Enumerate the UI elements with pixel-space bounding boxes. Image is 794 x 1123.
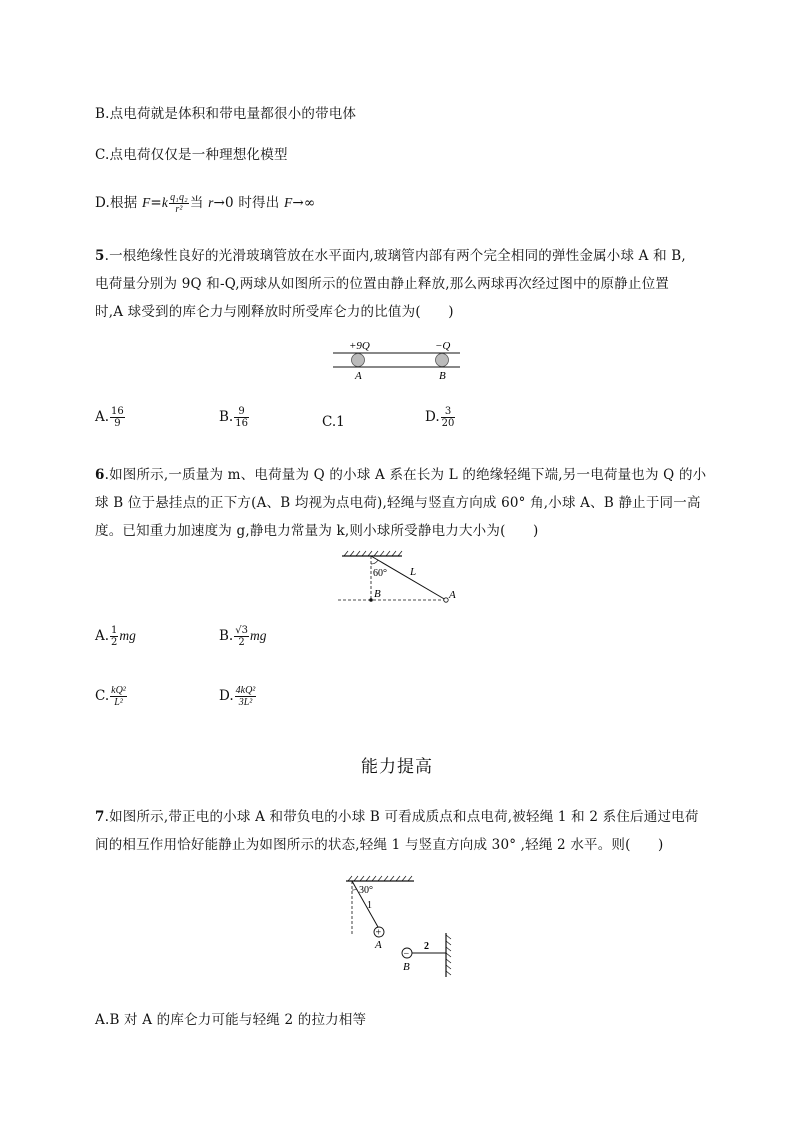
q7-angle-arc	[352, 889, 357, 890]
q5-label-b: B	[439, 370, 446, 382]
q5-figure	[325, 335, 470, 385]
q6-b-num: √3	[235, 625, 248, 636]
q6-line-1	[95, 463, 706, 483]
q5-d-num: 3	[441, 406, 456, 418]
q5-b-fraction	[234, 406, 249, 429]
q5-a-num: 16	[111, 406, 124, 417]
q4-d-end: →∞	[292, 195, 316, 211]
q4-option-d	[95, 191, 315, 215]
q6-option-b	[219, 625, 266, 648]
q6-text-1: .如图所示,一质量为 m、电荷量为 Q 的小球 A 系在长为 L 的绝缘轻绳下端,另一电荷量也为 Q 的小	[104, 467, 707, 483]
q5-b-den: 16	[235, 418, 248, 429]
q6-d-den: 3L²	[238, 697, 253, 708]
q7-figure	[340, 873, 460, 981]
q4-d-k: k	[161, 195, 169, 210]
q6-a-prefix: A.	[95, 628, 110, 644]
q5-number: 5	[95, 248, 105, 264]
q4-d-eq: =	[150, 195, 162, 211]
q6-d-fraction	[235, 685, 257, 708]
q7-number: 7	[95, 809, 105, 825]
q5-charge-a: +9Q	[349, 340, 370, 352]
q5-charge-b: −Q	[435, 340, 451, 352]
q5-label-a: A	[355, 370, 362, 382]
q5-d-prefix: D.	[425, 409, 440, 425]
q5-a-den: 9	[114, 418, 121, 429]
q6-d-num: 4kQ²	[235, 685, 256, 696]
q6-ceiling-hatch	[344, 551, 402, 556]
q7-line-1	[95, 805, 699, 825]
q6-line-2: 球 B 位于悬挂点的正下方(A、B 均视为点电荷),轻绳与竖直方向成 60° 角,小球 A、B 静止于同一高	[95, 495, 701, 511]
q4-d-arrow: →0 时得出	[213, 195, 284, 211]
q4-d-prefix: D.根据	[95, 195, 142, 211]
q6-b-tail: mg	[249, 628, 267, 643]
q7-option-a: A.B 对 A 的库仑力可能与轻绳 2 的拉力相等	[95, 1012, 367, 1028]
q6-c-num: kQ²	[111, 685, 126, 696]
q4-option-b: B.点电荷就是体积和带电量都很小的带电体	[95, 106, 357, 122]
q6-option-a	[95, 625, 136, 648]
section-heading: 能力提高	[361, 757, 433, 777]
q6-d-prefix: D.	[219, 688, 234, 704]
q6-c-fraction	[110, 685, 127, 708]
q4-d-F: F	[141, 195, 151, 210]
q5-a-prefix: A.	[95, 409, 110, 425]
q5-option-d	[425, 406, 456, 429]
q6-line-3: 度。已知重力加速度为 g,静电力常量为 k,则小球所受静电力大小为( )	[95, 523, 539, 539]
q6-option-c	[95, 685, 128, 708]
q6-number: 6	[95, 467, 105, 483]
q6-b-den: 2	[238, 637, 245, 648]
q4-d-denominator: r²	[175, 204, 183, 215]
q7-text-1: .如图所示,带正电的小球 A 和带负电的小球 B 可看成质点和点电荷,被轻绳 1 和 2 系住后通过电荷	[104, 809, 699, 825]
q6-a-fraction	[110, 625, 118, 648]
q4-option-c: C.点电荷仅仅是一种理想化模型	[95, 147, 288, 163]
q7-label-b: B	[403, 961, 410, 973]
q7-rope-2-label: 2	[424, 941, 429, 952]
q7-wall-hatch	[446, 935, 451, 975]
q5-text-1: .一根绝缘性良好的光滑玻璃管放在水平面内,玻璃管内部有两个完全相同的弹性金属小球 A 和 B,	[104, 248, 686, 264]
q5-option-c: C.1	[322, 414, 345, 430]
q7-angle-label: 30°	[359, 885, 373, 896]
q5-b-prefix: B.	[219, 409, 234, 425]
q6-ball-b	[369, 598, 373, 602]
q6-length-label: L	[410, 566, 417, 578]
q4-d-mid: 当	[189, 195, 209, 211]
q6-a-den: 2	[111, 637, 118, 648]
q4-d-fraction	[169, 192, 189, 215]
q6-b-prefix: B.	[219, 628, 234, 644]
q7-label-a: A	[375, 939, 382, 951]
q7-rope-1-label: 1	[367, 900, 372, 911]
q6-a-tail: mg	[119, 628, 136, 643]
q6-label-a: A	[449, 589, 456, 601]
q5-line-3: 时,A 球受到的库仑力与刚释放时所受库仑力的比值为( )	[95, 304, 454, 320]
q6-angle-arc	[371, 560, 378, 564]
q6-b-fraction	[234, 625, 249, 648]
q5-a-fraction	[110, 406, 125, 429]
q6-option-d	[219, 685, 257, 708]
q5-d-den: 20	[441, 418, 455, 429]
q4-d-F2: F	[283, 195, 293, 210]
q5-option-a	[95, 406, 126, 429]
q6-c-prefix: C.	[95, 688, 110, 704]
q7-ceiling-hatch	[348, 876, 412, 881]
q5-ball-a	[352, 354, 365, 367]
q7-minus-sign: −	[403, 948, 410, 960]
q5-option-b	[219, 406, 250, 429]
q6-angle-label: 60°	[373, 568, 387, 579]
q6-figure	[336, 550, 466, 608]
q5-b-num: 9	[234, 406, 249, 418]
q4-d-numerator: q₁q₂	[170, 192, 188, 203]
q5-line-1	[95, 244, 686, 264]
q5-line-2: 电荷量分别为 9Q 和-Q,两球从如图所示的位置由静止释放,那么两球再次经过图中的原静止位置	[95, 276, 669, 292]
q6-label-b: B	[374, 588, 381, 600]
q7-plus-sign: +	[375, 927, 382, 939]
q6-ball-a	[444, 598, 448, 602]
q7-line-2: 间的相互作用恰好能静止为如图所示的状态,轻绳 1 与竖直方向成 30° ,轻绳 2 水平。则( )	[95, 837, 664, 853]
q4-d-r: r	[208, 195, 214, 210]
q5-d-fraction	[441, 406, 456, 429]
q5-ball-b	[436, 354, 449, 367]
q6-c-den: L²	[114, 697, 123, 708]
q6-a-num: 1	[111, 625, 118, 636]
